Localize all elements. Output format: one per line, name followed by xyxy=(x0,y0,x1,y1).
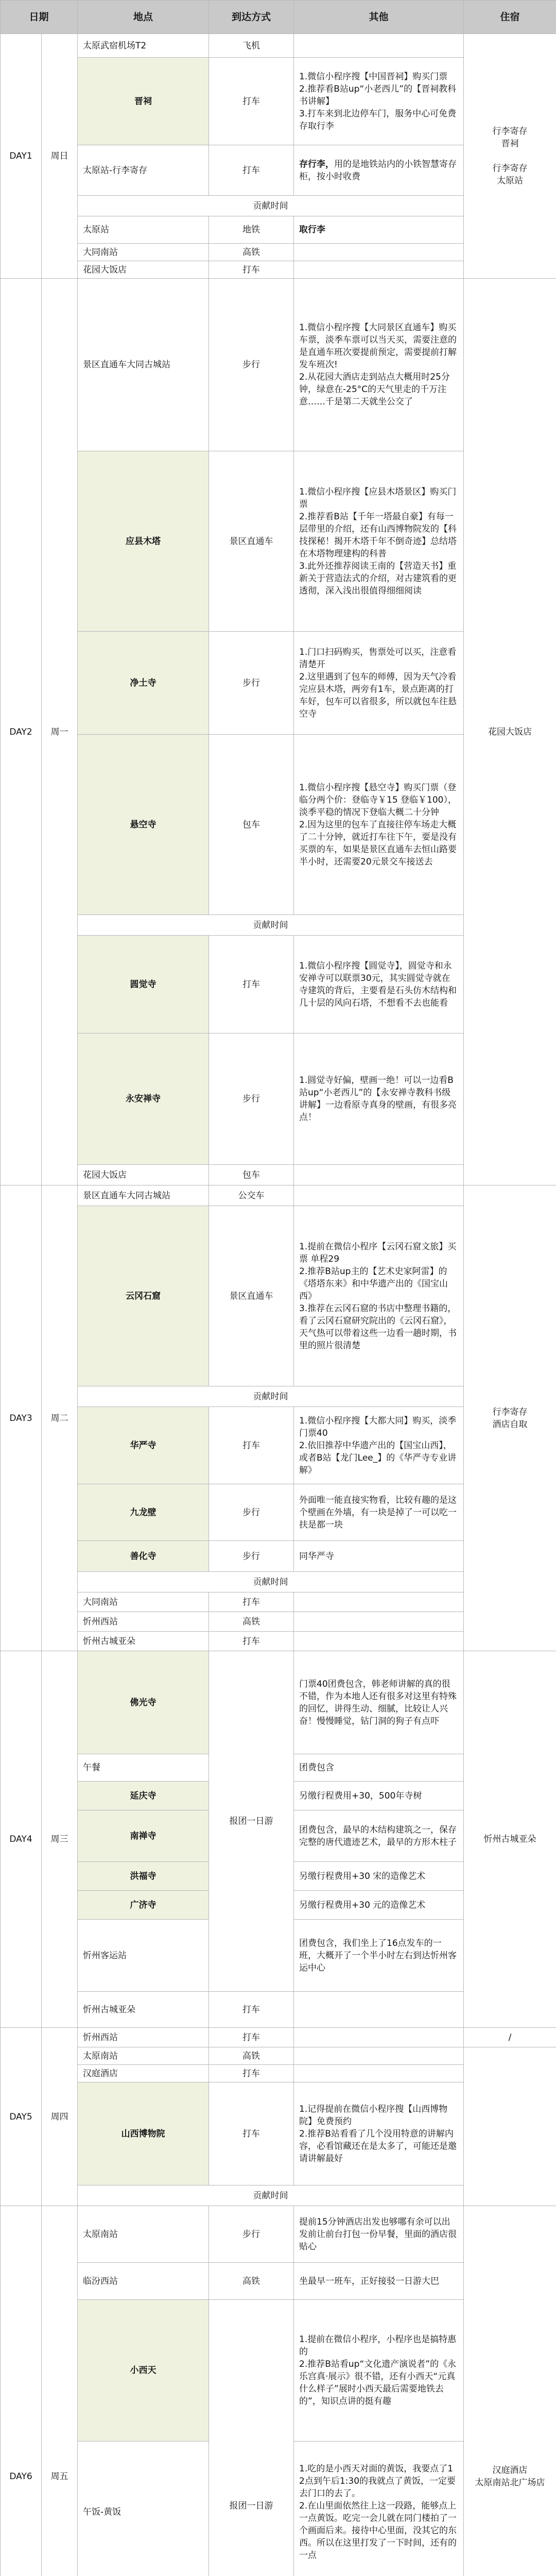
place-cell: 晋祠 xyxy=(78,58,209,145)
place-cell: 悬空寺 xyxy=(78,735,209,915)
transport-cell: 打车 xyxy=(209,1407,294,1484)
transport-cell: 打车 xyxy=(209,145,294,196)
transport-cell: 地铁 xyxy=(209,216,294,244)
transport-cell: 步行 xyxy=(209,1033,294,1165)
place-cell: 大同南站 xyxy=(78,1592,209,1612)
place-cell: 善化寺 xyxy=(78,1541,209,1572)
transport-cell: 报团一日游 xyxy=(209,2300,294,2576)
note-cell: 1.微信小程序搜【圆觉寺】，圆觉寺和永安禅寺可以联票30元，其实圆觉寺就在寺建筑的背后，主要看是石头仿木结构和几十层的风向石塔，不想看不去也能看 xyxy=(294,936,464,1033)
place-cell: 小西天 xyxy=(78,2300,209,2442)
note-cell: 1.圆觉寺好偏，壁画一绝！可以一边看B站up“小老西儿”的【永安禅寺教科书级讲解】一边看原寺真身的壁画，有很多亮点！ xyxy=(294,1033,464,1165)
transport-cell: 打车 xyxy=(209,2028,294,2047)
note-cell: 1.微信小程序搜【悬空寺】购买门票（登临分两个价：登临寺￥15 登临￥100），淡季平稳的情况下登临大概二十分钟 2.因为这里的包车了直接往停车场走大概了二十分钟，就近打车往下午，要是没有买票的车，如果是景区直通车去恒山路要半小时，还需要20元景交车接送去 xyxy=(294,735,464,915)
place-cell: 忻州古城亚朵 xyxy=(78,1992,209,2028)
table-row xyxy=(1,2028,556,2047)
note-cell xyxy=(294,1632,464,1651)
place-cell: 景区直通车大同古城站 xyxy=(78,1185,209,1206)
weekday: 周三 xyxy=(42,1651,78,2028)
weekday: 周一 xyxy=(42,279,78,1185)
transport-cell: 高铁 xyxy=(209,2263,294,2300)
note-cell xyxy=(294,34,464,58)
transport-cell: 步行 xyxy=(209,2206,294,2263)
stay-cell: 忻州古城亚朵 xyxy=(464,1651,556,2028)
note-cell: 1.提前在微信小程序【云冈石窟文旅】买票 单程29 2.推荐B站up主的【艺术史家阿雷】的《塔塔东来》和中华遗产出的《国宝山西》 3.推荐在云冈石窟的书店中整理书籍的，看了云冈石窟研究院出的《云冈石窟》，天气热可以带着这些一边看一趟时期，书里的照片很清楚 xyxy=(294,1206,464,1386)
stay-cell: 行李寄存 酒店自取 xyxy=(464,1185,556,1651)
place-cell: 太原站-行李寄存 xyxy=(78,145,209,196)
header-date: 日期 xyxy=(1,1,78,34)
note-cell: 1.吃的是小西天对面的黄饭，我要点了12点到午后1:30的我就点了黄饭，一定要去门口的去了。 2.在山里面依然往上这一段路，能够点上一点黄饭。吃完一会儿就在同门楼拍了一个画面后来。接待中心里面，没其它的东西。所以在这里打发了一下时间，还有的一点 xyxy=(294,2442,464,2576)
table-row xyxy=(1,279,556,451)
day-label: DAY1 xyxy=(1,34,42,279)
place-cell: 南禅寺 xyxy=(78,1810,209,1862)
transport-cell: 包车 xyxy=(209,735,294,915)
place-cell: 广济寺 xyxy=(78,1891,209,1920)
transport-cell: 景区直通车 xyxy=(209,1206,294,1386)
weekday: 周四 xyxy=(42,2028,78,2206)
note-cell xyxy=(294,261,464,279)
table-row xyxy=(1,1185,556,1206)
note-cell: 1.微信小程序搜【大同景区直通车】购买车票，淡季车票可以当天买，需要注意的是直通车班次要提前预定，需要提前打解发车班次! 2.从花园大酒店走到站点大概用时25分钟，绿意在-25°C的天气里走的千万注意……千是第二天就坐公交了 xyxy=(294,279,464,451)
place-cell: 永安禅寺 xyxy=(78,1033,209,1165)
note-cell: 1.微信小程序搜【中国晋祠】购买门票 2.推荐看B站up“小老西儿”的【晋祠教科书讲解】 3.打车来到北边停车门，服务中心可免费存取行李 xyxy=(294,58,464,145)
spare-time-row: 贡献时间 xyxy=(78,1572,464,1592)
transport-cell: 高铁 xyxy=(209,244,294,261)
transport-cell: 飞机 xyxy=(209,34,294,58)
place-cell: 忻州西站 xyxy=(78,2028,209,2047)
transport-cell: 打车 xyxy=(209,58,294,145)
place-cell: 山西博物院 xyxy=(78,2082,209,2185)
place-cell: 午餐 xyxy=(78,1754,209,1782)
header-stay: 住宿 xyxy=(464,1,556,34)
note-cell: 1.微信小程序搜【应县木塔景区】购买门票 2.推荐看B站【千年一塔最自豪】有每一层带里的介绍，还有山西博物院发的【科技探秘！揭开木塔千年不倒奇迹】总结塔在木塔物理建构的科普 3.此外还推荐阅读王南的【营造天书】重新关于营造法式的介绍，对古建筑看的更透彻，深入浅出很值得细细阅读 xyxy=(294,451,464,632)
transport-cell: 步行 xyxy=(209,1541,294,1572)
day-label: DAY3 xyxy=(1,1185,42,1651)
weekday: 周日 xyxy=(42,34,78,279)
note-cell xyxy=(294,2028,464,2047)
note-cell: 外面唯一能直接实物看，比较有趣的是这个壁画在外墙，有一块是掉了一可以吃一扶是都一块 xyxy=(294,1484,464,1541)
place-cell: 洪福寺 xyxy=(78,1862,209,1891)
place-cell: 太原武宿机场T2 xyxy=(78,34,209,58)
transport-cell: 打车 xyxy=(209,261,294,279)
transport-cell: 打车 xyxy=(209,2082,294,2185)
place-cell: 花园大饭店 xyxy=(78,261,209,279)
place-cell: 临汾西站 xyxy=(78,2263,209,2300)
table-row xyxy=(1,34,556,58)
header-transport: 到达方式 xyxy=(209,1,294,34)
place-cell: 太原南站 xyxy=(78,2206,209,2263)
day-label: DAY5 xyxy=(1,2028,42,2206)
transport-cell: 步行 xyxy=(209,279,294,451)
transport-cell: 高铁 xyxy=(209,2047,294,2065)
stay-cell xyxy=(464,2047,556,2206)
place-cell: 太原站 xyxy=(78,216,209,244)
transport-cell: 高铁 xyxy=(209,1612,294,1632)
note-cell xyxy=(294,1992,464,2028)
note-cell: 团费包含，最早的木结构建筑之一，保存完整的唐代遗迹艺术，最早的方形木柱子 xyxy=(294,1810,464,1862)
note-cell xyxy=(294,1165,464,1185)
note-cell: 另缴行程费用+30 宋的造像艺术 xyxy=(294,1862,464,1891)
transport-cell: 步行 xyxy=(209,1484,294,1541)
stay-cell: 花园大饭店 xyxy=(464,279,556,1185)
stay-cell: 汉庭酒店 太原南站北广场店 xyxy=(464,2206,556,2576)
header-row xyxy=(1,1,556,34)
note-cell: 1.记得提前在微信小程序搜【山西博物院】免费预约 2.推荐B站看看了几个没用特意的讲解内容，必看馆藏还在是太多了，可能还是邀请讲解最好 xyxy=(294,2082,464,2185)
note-cell xyxy=(294,1592,464,1612)
note-cell: 团费包含 xyxy=(294,1754,464,1782)
spare-time-row: 贡献时间 xyxy=(78,2185,464,2206)
transport-cell: 公交车 xyxy=(209,1185,294,1206)
place-cell: 忻州客运站 xyxy=(78,1920,209,1992)
header-place: 地点 xyxy=(78,1,209,34)
place-cell: 太原南站 xyxy=(78,2047,209,2065)
spare-time-row: 贡献时间 xyxy=(78,196,464,216)
note-cell: 另缴行程费用+30，500年寺树 xyxy=(294,1782,464,1810)
place-cell: 景区直通车大同古城站 xyxy=(78,279,209,451)
note-cell: 1.门口扫码购买，售票处可以买，注意看清楚开 2.这里遇到了包车的师傅，因为天气冷看完应县木塔，两旁有1车，景点距离的打车好，包车可以省很多，所以就包车往悬空寺 xyxy=(294,632,464,735)
place-cell: 花园大饭店 xyxy=(78,1165,209,1185)
table-row xyxy=(1,1651,556,1754)
note-cell xyxy=(294,2065,464,2082)
place-cell: 华严寺 xyxy=(78,1407,209,1484)
transport-cell: 步行 xyxy=(209,632,294,735)
table-row xyxy=(1,2206,556,2263)
transport-cell: 打车 xyxy=(209,1632,294,1651)
place-cell: 汉庭酒店 xyxy=(78,2065,209,2082)
place-cell: 圆觉寺 xyxy=(78,936,209,1033)
place-cell: 应县木塔 xyxy=(78,451,209,632)
header-other: 其他 xyxy=(294,1,464,34)
weekday: 周五 xyxy=(42,2206,78,2576)
day-label: DAY6 xyxy=(1,2206,42,2576)
note-cell xyxy=(294,145,464,196)
note-cell xyxy=(294,1612,464,1632)
transport-cell: 打车 xyxy=(209,1992,294,2028)
note-cell: 另缴行程费用+30 元的造像艺术 xyxy=(294,1891,464,1920)
transport-cell: 打车 xyxy=(209,1592,294,1612)
place-cell: 大同南站 xyxy=(78,244,209,261)
note-cell: 1.微信小程序搜【大都大同】购买，淡季门票40 2.依旧推荐中华遗产出的【国宝山西】，或者B站【龙门Lee_】的《华严寺专业讲解》 xyxy=(294,1407,464,1484)
place-cell: 延庆寺 xyxy=(78,1782,209,1810)
place-cell: 九龙壁 xyxy=(78,1484,209,1541)
place-cell: 佛光寺 xyxy=(78,1651,209,1754)
day-label: DAY4 xyxy=(1,1651,42,2028)
day-label: DAY2 xyxy=(1,279,42,1185)
note-cell: 1.提前在微信小程序，小程序也是搞特惠的 2.推荐B站看up“文化遗产演说者”的《永乐宫真·展示》很不错，还有小西天“元真什么样子”展时小西天最后需要地铁去的”，知识点讲的挺有趣 xyxy=(294,2300,464,2442)
table-row xyxy=(1,2047,556,2065)
spare-time-row: 贡献时间 xyxy=(78,915,464,936)
note-cell xyxy=(294,244,464,261)
note-cell: 同华严寺 xyxy=(294,1541,464,1572)
stay-cell: / xyxy=(464,2028,556,2047)
note-cell xyxy=(294,2047,464,2065)
place-cell: 午饭-黄饭 xyxy=(78,2442,209,2576)
place-cell: 云冈石窟 xyxy=(78,1206,209,1386)
weekday: 周二 xyxy=(42,1185,78,1651)
transport-cell: 报团一日游 xyxy=(209,1651,294,1992)
note-text: 用的是地铁站内的小铁智慧寄存柜，按小时收费 xyxy=(299,159,457,182)
transport-cell: 打车 xyxy=(209,2065,294,2082)
place-cell: 忻州西站 xyxy=(78,1612,209,1632)
transport-cell: 景区直通车 xyxy=(209,451,294,632)
note-cell xyxy=(294,1185,464,1206)
place-cell: 忻州古城亚朵 xyxy=(78,1632,209,1651)
spare-time-row: 贡献时间 xyxy=(78,1386,464,1407)
note-cell: 提前15分钟酒店出发也够哪有余可以出发前让前台打包一份早餐，里面的酒店很贴心 xyxy=(294,2206,464,2263)
note-emphasis: 存行李， xyxy=(299,159,335,170)
note-cell: 团费包含，我们坐上了16点发车的一班，大概开了一个半小时左右到达忻州客运中心 xyxy=(294,1920,464,1992)
note-cell: 取行李 xyxy=(294,216,464,244)
note-cell: 坐最早一班车，正好接驳一日游大巴 xyxy=(294,2263,464,2300)
transport-cell: 包车 xyxy=(209,1165,294,1185)
transport-cell: 打车 xyxy=(209,936,294,1033)
stay-cell: 行李寄存 晋祠 行李寄存 太原站 xyxy=(464,34,556,279)
place-cell: 净土寺 xyxy=(78,632,209,735)
note-cell: 门票40团费包含，韩老师讲解的真的很不错，作为本地人还有很多对这里有特殊的回忆，讲得生动、细腻，比较让人兴奋！慢慢睡觉，钻门洞的狗子有点吓 xyxy=(294,1651,464,1754)
